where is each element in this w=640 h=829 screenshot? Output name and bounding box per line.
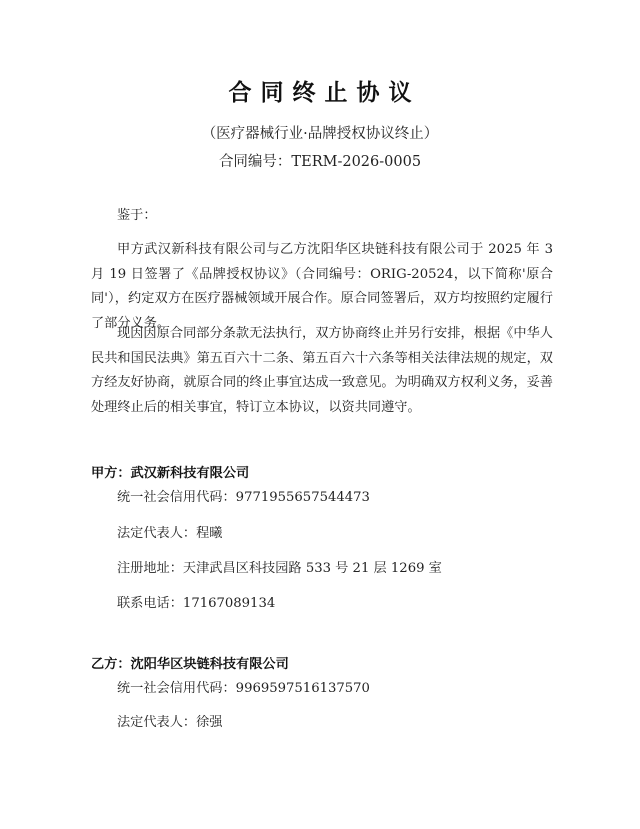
document-subtitle: （医疗器械行业·品牌授权协议终止）: [201, 126, 439, 142]
party-a-phone: 联系电话：17167089134: [117, 596, 276, 611]
party-a-credit-code: 统一社会信用代码：9771955657544473: [117, 490, 370, 505]
party-a-heading: 甲方：武汉新科技有限公司: [91, 466, 250, 481]
party-a-legal-rep: 法定代表人：程曦: [117, 526, 223, 541]
party-b-heading: 乙方：沈阳华区块链科技有限公司: [91, 657, 289, 672]
party-a-address: 注册地址：天津武昌区科技园路 533 号 21 层 1269 室: [117, 561, 442, 576]
recital-paragraph-1: 甲方武汉新科技有限公司与乙方沈阳华区块链科技有限公司于 2025 年 3 月 19 日签署了《品牌授权协议》（合同编号：ORIG-20524，以下简称'原合同'），约定双方在医疗器械领域开展合作。原合同签署后，双方均按照约定履行了部分义务。: [91, 242, 553, 331]
salutation: 鉴于：: [117, 208, 157, 223]
document-title: 合同终止协议: [228, 80, 421, 106]
contract-number: 合同编号：TERM-2026-0005: [218, 154, 422, 170]
recital-paragraph-2: 现因因原合同部分条款无法执行，双方协商终止并另行安排，根据《中华人民共和国民法典》第五百六十二条、第五百六十六条等相关法律法规的规定，双方经友好协商，就原合同的终止事宜达成一致意见。为明确双方权利义务，妥善处理终止后的相关事宜，特订立本协议，以资共同遵守。: [91, 326, 553, 415]
party-b-credit-code: 统一社会信用代码：9969597516137570: [117, 681, 370, 696]
party-b-legal-rep: 法定代表人：徐强: [117, 715, 223, 730]
